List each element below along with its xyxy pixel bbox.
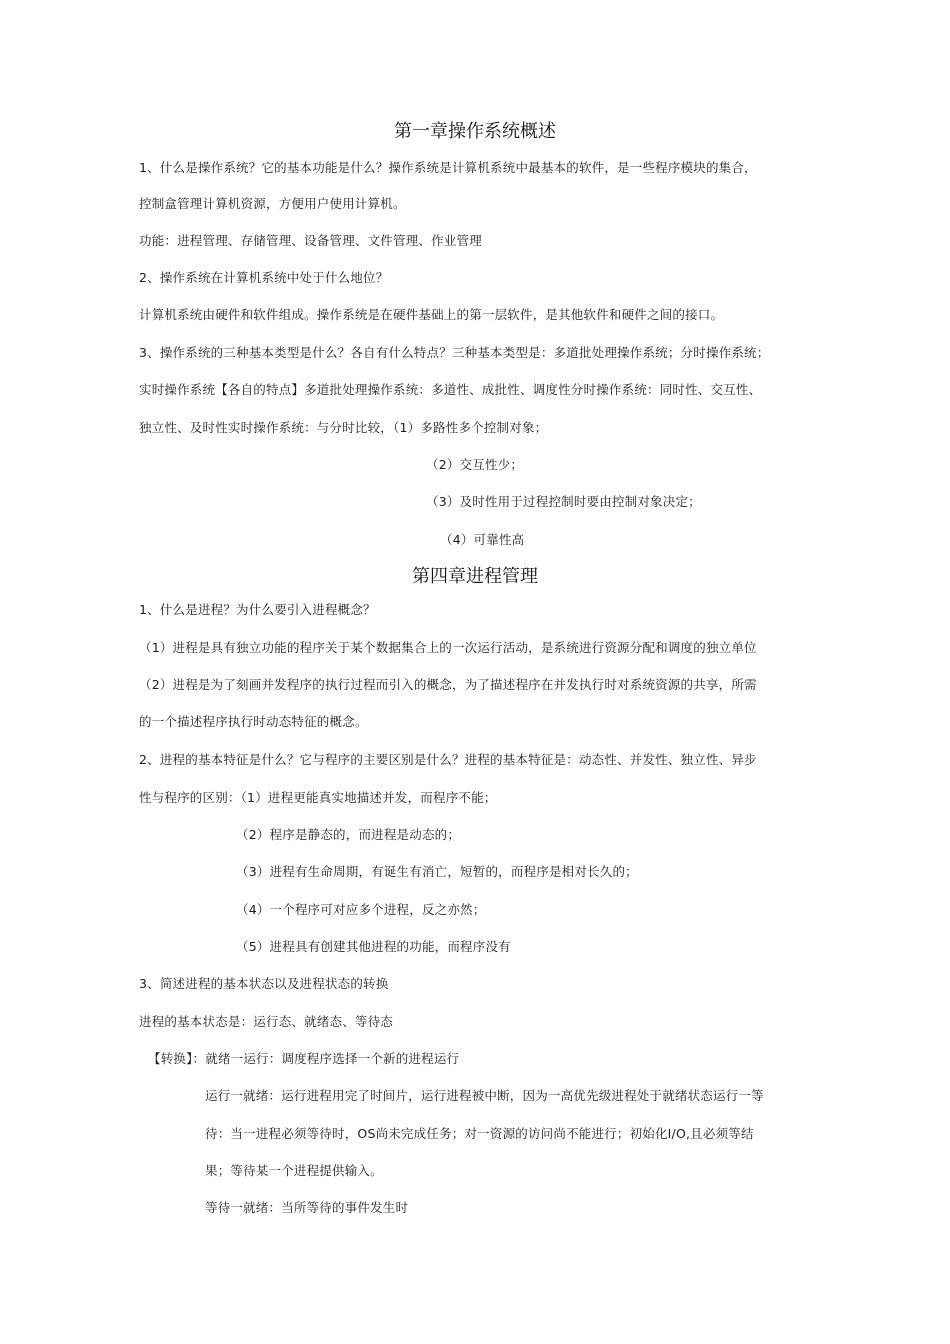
ch4-line-6: 性与程序的区别：（1）进程更能真实地描述并发，而程序不能； [139,790,497,805]
ch4-line-5: 2、进程的基本特征是什么？它与程序的主要区别是什么？进程的基本特征是：动态性、并发性、独立性、异步 [139,752,757,767]
ch4-line-2: （1）进程是具有独立功能的程序关于某个数据集合上的一次运行活动，是系统进行资源分配和调度的独立单位 [139,640,757,655]
ch1-line-5: 计算机系统由硬件和软件组成。操作系统是在硬件基础上的第一层软件，是其他软件和硬件之间的接口。 [139,307,724,322]
ch1-line-6: 3、操作系统的三种基本类型是什么？各自有什么特点？三种基本类型是：多道批处理操作系统；分时操作系统； [139,345,770,360]
ch1-line-3: 功能：进程管理、存储管理、设备管理、文件管理、作业管理 [139,233,482,248]
ch4-line-10: （5）进程具有创建其他进程的功能，而程序没有 [236,939,511,954]
ch4-line-17: 等待一就绪：当所等待的事件发生时 [205,1200,409,1215]
ch4-line-4: 的一个描述程序执行时动态特征的概念。 [139,714,368,729]
ch1-line-8: 独立性、及时性实时操作系统：与分时比较，（1）多路性多个控制对象； [139,420,548,435]
ch4-line-9: （4）一个程序可对应多个进程，反之亦然； [236,902,486,917]
ch4-line-1: 1、什么是进程？为什么要引入进程概念？ [139,602,376,617]
ch1-line-2: 控制盒管理计算机资源，方便用户使用计算机。 [139,196,406,211]
chapter4-title: 第四章进程管理 [412,566,538,587]
ch1-line-1: 1、什么是操作系统？它的基本功能是什么？操作系统是计算机系统中最基本的软件，是一些程序模块的集合， [139,160,757,175]
ch4-line-11: 3、简述进程的基本状态以及进程状态的转换 [139,976,389,991]
ch4-line-15: 待：当一进程必须等待时，OS尚未完成任务；对一资源的访问尚不能进行；初始化I/O,且必须等结 [205,1126,754,1141]
ch4-line-12: 进程的基本状态是：运行态、就绪态、等待态 [139,1014,394,1029]
ch4-line-13: 【转换】：就绪一运行：调度程序选择一个新的进程运行 [148,1051,460,1066]
ch1-line-11: （4）可靠性高 [440,532,525,547]
ch1-line-9: （2）交互性少； [426,457,524,472]
ch4-line-3: （2）进程是为了刻画并发程序的执行过程而引入的概念，为了描述程序在并发执行时对系统资源的共享，所需 [139,677,757,692]
ch1-line-7: 实时操作系统【各自的特点】多道批处理操作系统：多道性、成批性、调度性分时操作系统：同时性、交互性、 [139,382,762,397]
ch1-line-4: 2、操作系统在计算机系统中处于什么地位？ [139,270,389,285]
ch4-line-16: 果；等待某一个进程提供输入。 [205,1163,383,1178]
ch4-line-7: （2）程序是静态的，而进程是动态的； [236,827,461,842]
chapter1-title: 第一章操作系统概述 [394,121,556,142]
ch4-line-8: （3）进程有生命周期，有诞生有消亡，短暂的，而程序是相对长久的； [236,864,638,879]
ch1-line-10: （3）及时性用于过程控制时要由控制对象决定； [426,494,701,509]
ch4-line-14: 运行一就绪：运行进程用完了时间片，运行进程被中断，因为一高优先级进程处于就绪状态运行一等 [205,1088,764,1103]
